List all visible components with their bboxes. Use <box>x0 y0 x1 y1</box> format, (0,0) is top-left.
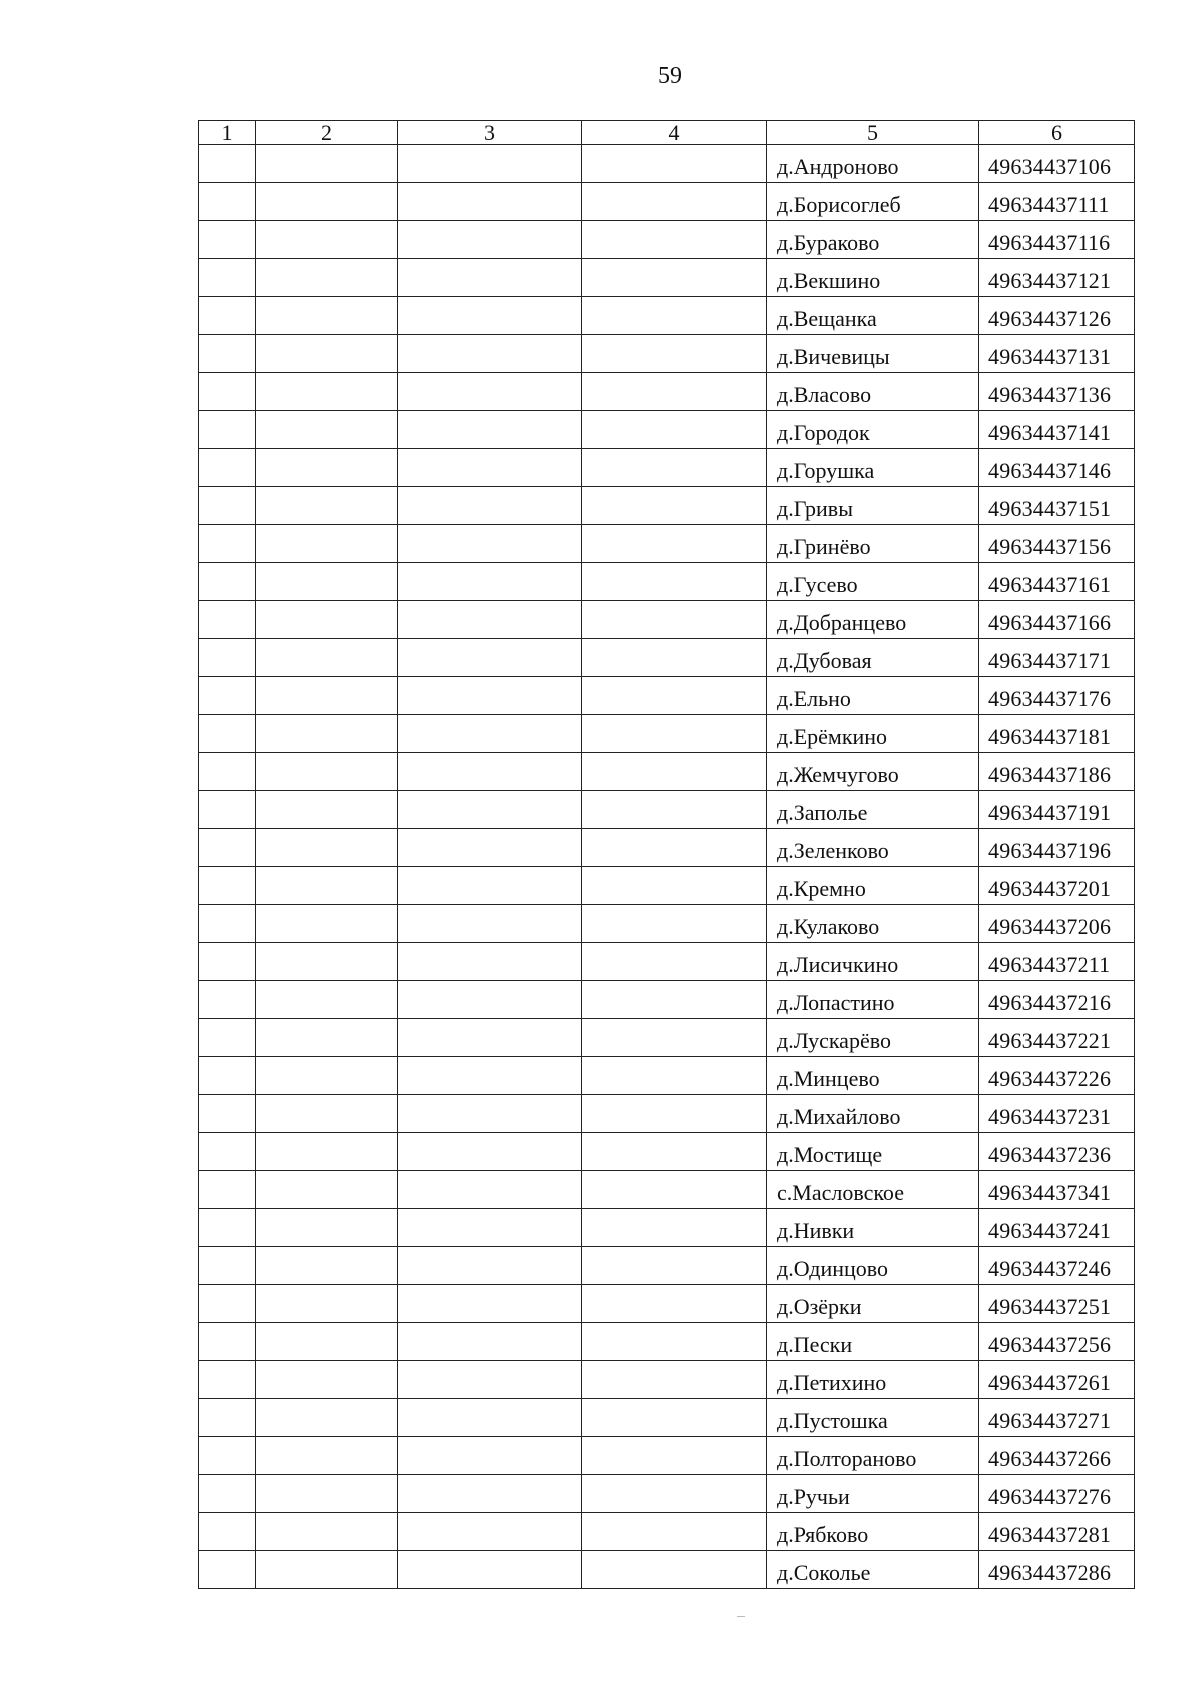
empty-cell-col3 <box>398 1057 582 1095</box>
empty-cell-col2 <box>256 259 398 297</box>
empty-cell-col3 <box>398 1171 582 1209</box>
table-row <box>199 1247 1135 1285</box>
empty-cell-col4 <box>582 335 767 373</box>
table-row <box>199 1513 1135 1551</box>
settlement-name-cell: д.Власово <box>767 373 979 411</box>
settlement-name-cell: д.Гусево <box>767 563 979 601</box>
empty-cell-col1 <box>199 981 256 1019</box>
empty-cell-col2 <box>256 1209 398 1247</box>
oktmo-code-cell: 49634437256 <box>979 1323 1135 1361</box>
oktmo-code-cell: 49634437271 <box>979 1399 1135 1437</box>
empty-cell-col4 <box>582 1171 767 1209</box>
table-header-row <box>199 121 1135 145</box>
empty-cell-col4 <box>582 487 767 525</box>
column-header-6: 6 <box>979 121 1135 145</box>
empty-cell-col2 <box>256 373 398 411</box>
table-row <box>199 1057 1135 1095</box>
empty-cell-col2 <box>256 1323 398 1361</box>
settlement-name-cell: д.Борисоглеб <box>767 183 979 221</box>
empty-cell-col2 <box>256 1057 398 1095</box>
table-row <box>199 1285 1135 1323</box>
table-row <box>199 829 1135 867</box>
empty-cell-col4 <box>582 1057 767 1095</box>
empty-cell-col1 <box>199 1247 256 1285</box>
empty-cell-col3 <box>398 981 582 1019</box>
oktmo-code-cell: 49634437141 <box>979 411 1135 449</box>
empty-cell-col3 <box>398 1323 582 1361</box>
oktmo-code-cell: 49634437191 <box>979 791 1135 829</box>
oktmo-code-cell: 49634437106 <box>979 145 1135 183</box>
empty-cell-col4 <box>582 905 767 943</box>
empty-cell-col1 <box>199 1399 256 1437</box>
settlement-name-cell: д.Сокольe <box>767 1551 979 1589</box>
empty-cell-col4 <box>582 1513 767 1551</box>
empty-cell-col3 <box>398 145 582 183</box>
empty-cell-col1 <box>199 905 256 943</box>
empty-cell-col3 <box>398 563 582 601</box>
table-row <box>199 259 1135 297</box>
empty-cell-col1 <box>199 1437 256 1475</box>
empty-cell-col4 <box>582 1095 767 1133</box>
empty-cell-col2 <box>256 525 398 563</box>
settlement-name-cell: д.Зеленково <box>767 829 979 867</box>
settlement-name-cell: д.Лускарёво <box>767 1019 979 1057</box>
empty-cell-col3 <box>398 411 582 449</box>
settlement-name-cell: д.Пески <box>767 1323 979 1361</box>
empty-cell-col2 <box>256 753 398 791</box>
empty-cell-col1 <box>199 1323 256 1361</box>
table-row <box>199 601 1135 639</box>
column-header-5: 5 <box>767 121 979 145</box>
empty-cell-col1 <box>199 1133 256 1171</box>
empty-cell-col3 <box>398 677 582 715</box>
empty-cell-col1 <box>199 1285 256 1323</box>
empty-cell-col4 <box>582 753 767 791</box>
empty-cell-col2 <box>256 867 398 905</box>
oktmo-code-cell: 49634437246 <box>979 1247 1135 1285</box>
empty-cell-col2 <box>256 1133 398 1171</box>
oktmo-code-cell: 49634437261 <box>979 1361 1135 1399</box>
empty-cell-col3 <box>398 905 582 943</box>
empty-cell-col3 <box>398 1019 582 1057</box>
empty-cell-col3 <box>398 1437 582 1475</box>
table-row <box>199 1399 1135 1437</box>
empty-cell-col2 <box>256 715 398 753</box>
empty-cell-col3 <box>398 601 582 639</box>
oktmo-code-cell: 49634437161 <box>979 563 1135 601</box>
settlement-name-cell: д.Бураково <box>767 221 979 259</box>
empty-cell-col1 <box>199 221 256 259</box>
empty-cell-col4 <box>582 867 767 905</box>
empty-cell-col4 <box>582 183 767 221</box>
table-row <box>199 487 1135 525</box>
oktmo-code-cell: 49634437251 <box>979 1285 1135 1323</box>
empty-cell-col4 <box>582 715 767 753</box>
oktmo-code-cell: 49634437221 <box>979 1019 1135 1057</box>
empty-cell-col3 <box>398 335 582 373</box>
empty-cell-col4 <box>582 1323 767 1361</box>
table-row <box>199 981 1135 1019</box>
table-row <box>199 1019 1135 1057</box>
empty-cell-col4 <box>582 525 767 563</box>
table-row <box>199 563 1135 601</box>
settlement-name-cell: д.Михайлово <box>767 1095 979 1133</box>
empty-cell-col4 <box>582 1475 767 1513</box>
empty-cell-col1 <box>199 411 256 449</box>
empty-cell-col2 <box>256 981 398 1019</box>
table-row <box>199 639 1135 677</box>
table-row <box>199 297 1135 335</box>
settlement-name-cell: д.Кулаково <box>767 905 979 943</box>
empty-cell-col1 <box>199 867 256 905</box>
empty-cell-col4 <box>582 1247 767 1285</box>
empty-cell-col4 <box>582 259 767 297</box>
empty-cell-col1 <box>199 943 256 981</box>
empty-cell-col4 <box>582 1209 767 1247</box>
table-row <box>199 411 1135 449</box>
empty-cell-col3 <box>398 791 582 829</box>
empty-cell-col1 <box>199 639 256 677</box>
empty-cell-col1 <box>199 1551 256 1589</box>
settlement-name-cell: д.Лисичкино <box>767 943 979 981</box>
empty-cell-col2 <box>256 1285 398 1323</box>
empty-cell-col2 <box>256 1437 398 1475</box>
empty-cell-col4 <box>582 221 767 259</box>
table-row <box>199 525 1135 563</box>
scan-mark <box>737 1616 745 1617</box>
page-number: 59 <box>658 63 682 89</box>
oktmo-code-cell: 49634437126 <box>979 297 1135 335</box>
empty-cell-col3 <box>398 1095 582 1133</box>
table-row <box>199 1209 1135 1247</box>
empty-cell-col2 <box>256 601 398 639</box>
empty-cell-col2 <box>256 677 398 715</box>
table-row <box>199 753 1135 791</box>
empty-cell-col2 <box>256 905 398 943</box>
empty-cell-col2 <box>256 829 398 867</box>
oktmo-code-cell: 49634437176 <box>979 677 1135 715</box>
empty-cell-col1 <box>199 1513 256 1551</box>
empty-cell-col3 <box>398 867 582 905</box>
settlement-name-cell: д.Андроново <box>767 145 979 183</box>
table-row <box>199 791 1135 829</box>
empty-cell-col3 <box>398 1285 582 1323</box>
empty-cell-col1 <box>199 829 256 867</box>
oktmo-code-cell: 49634437116 <box>979 221 1135 259</box>
oktmo-code-cell: 49634437276 <box>979 1475 1135 1513</box>
empty-cell-col4 <box>582 1361 767 1399</box>
empty-cell-col2 <box>256 791 398 829</box>
oktmo-code-cell: 49634437196 <box>979 829 1135 867</box>
settlement-name-cell: д.Минцево <box>767 1057 979 1095</box>
empty-cell-col4 <box>582 791 767 829</box>
settlement-name-cell: д.Горушка <box>767 449 979 487</box>
empty-cell-col4 <box>582 1133 767 1171</box>
oktmo-code-cell: 49634437216 <box>979 981 1135 1019</box>
settlement-name-cell: д.Дубовая <box>767 639 979 677</box>
empty-cell-col1 <box>199 563 256 601</box>
oktmo-code-cell: 49634437121 <box>979 259 1135 297</box>
empty-cell-col2 <box>256 335 398 373</box>
settlement-name-cell: д.Озёрки <box>767 1285 979 1323</box>
settlement-name-cell: д.Вичевицы <box>767 335 979 373</box>
empty-cell-col3 <box>398 1475 582 1513</box>
empty-cell-col2 <box>256 1399 398 1437</box>
oktmo-code-cell: 49634437236 <box>979 1133 1135 1171</box>
empty-cell-col4 <box>582 1285 767 1323</box>
empty-cell-col3 <box>398 1209 582 1247</box>
table-row <box>199 335 1135 373</box>
oktmo-code-cell: 49634437281 <box>979 1513 1135 1551</box>
empty-cell-col2 <box>256 221 398 259</box>
oktmo-code-cell: 49634437166 <box>979 601 1135 639</box>
settlement-name-cell: д.Заполье <box>767 791 979 829</box>
empty-cell-col2 <box>256 297 398 335</box>
settlement-name-cell: с.Масловское <box>767 1171 979 1209</box>
empty-cell-col1 <box>199 1475 256 1513</box>
empty-cell-col2 <box>256 411 398 449</box>
empty-cell-col4 <box>582 1437 767 1475</box>
empty-cell-col3 <box>398 753 582 791</box>
oktmo-code-cell: 49634437186 <box>979 753 1135 791</box>
table-row <box>199 1171 1135 1209</box>
table-row <box>199 1475 1135 1513</box>
settlement-name-cell: д.Жемчугово <box>767 753 979 791</box>
settlement-name-cell: д.Мостище <box>767 1133 979 1171</box>
empty-cell-col4 <box>582 297 767 335</box>
empty-cell-col2 <box>256 1095 398 1133</box>
empty-cell-col2 <box>256 1019 398 1057</box>
empty-cell-col1 <box>199 373 256 411</box>
oktmo-code-cell: 49634437111 <box>979 183 1135 221</box>
empty-cell-col4 <box>582 411 767 449</box>
table-row <box>199 1095 1135 1133</box>
empty-cell-col4 <box>582 677 767 715</box>
table-row <box>199 373 1135 411</box>
oktmo-code-cell: 49634437181 <box>979 715 1135 753</box>
empty-cell-col1 <box>199 601 256 639</box>
empty-cell-col1 <box>199 1361 256 1399</box>
empty-cell-col1 <box>199 525 256 563</box>
empty-cell-col2 <box>256 1475 398 1513</box>
empty-cell-col3 <box>398 1361 582 1399</box>
empty-cell-col1 <box>199 1095 256 1133</box>
settlement-name-cell: д.Добранцево <box>767 601 979 639</box>
settlement-name-cell: д.Ерёмкино <box>767 715 979 753</box>
oktmo-code-cell: 49634437286 <box>979 1551 1135 1589</box>
settlement-name-cell: д.Нивки <box>767 1209 979 1247</box>
empty-cell-col3 <box>398 639 582 677</box>
table-row <box>199 1323 1135 1361</box>
column-header-2: 2 <box>256 121 398 145</box>
empty-cell-col3 <box>398 449 582 487</box>
empty-cell-col3 <box>398 297 582 335</box>
empty-cell-col4 <box>582 563 767 601</box>
settlement-name-cell: д.Ельно <box>767 677 979 715</box>
empty-cell-col2 <box>256 145 398 183</box>
empty-cell-col1 <box>199 297 256 335</box>
empty-cell-col2 <box>256 1551 398 1589</box>
empty-cell-col4 <box>582 1019 767 1057</box>
oktmo-code-cell: 49634437151 <box>979 487 1135 525</box>
empty-cell-col1 <box>199 335 256 373</box>
oktmo-code-cell: 49634437156 <box>979 525 1135 563</box>
oktmo-code-cell: 49634437146 <box>979 449 1135 487</box>
empty-cell-col4 <box>582 981 767 1019</box>
empty-cell-col3 <box>398 1551 582 1589</box>
table-row <box>199 905 1135 943</box>
empty-cell-col3 <box>398 221 582 259</box>
empty-cell-col4 <box>582 943 767 981</box>
empty-cell-col2 <box>256 1361 398 1399</box>
empty-cell-col4 <box>582 449 767 487</box>
settlement-name-cell: д.Рябково <box>767 1513 979 1551</box>
empty-cell-col2 <box>256 943 398 981</box>
column-header-4: 4 <box>582 121 767 145</box>
table-row <box>199 867 1135 905</box>
oktmo-code-cell: 49634437211 <box>979 943 1135 981</box>
table-row <box>199 715 1135 753</box>
empty-cell-col3 <box>398 373 582 411</box>
empty-cell-col2 <box>256 1171 398 1209</box>
table-row <box>199 1133 1135 1171</box>
empty-cell-col1 <box>199 1019 256 1057</box>
settlement-name-cell: д.Вещанка <box>767 297 979 335</box>
table-row <box>199 183 1135 221</box>
empty-cell-col4 <box>582 829 767 867</box>
table-row <box>199 145 1135 183</box>
table-row <box>199 1437 1135 1475</box>
empty-cell-col1 <box>199 715 256 753</box>
empty-cell-col2 <box>256 1247 398 1285</box>
oktmo-code-cell: 49634437231 <box>979 1095 1135 1133</box>
empty-cell-col1 <box>199 1171 256 1209</box>
empty-cell-col3 <box>398 259 582 297</box>
oktmo-code-cell: 49634437266 <box>979 1437 1135 1475</box>
empty-cell-col3 <box>398 829 582 867</box>
oktmo-code-cell: 49634437201 <box>979 867 1135 905</box>
settlement-name-cell: д.Векшино <box>767 259 979 297</box>
table-row <box>199 1551 1135 1589</box>
oktmo-code-cell: 49634437241 <box>979 1209 1135 1247</box>
empty-cell-col1 <box>199 487 256 525</box>
table-row <box>199 1361 1135 1399</box>
empty-cell-col4 <box>582 639 767 677</box>
empty-cell-col4 <box>582 601 767 639</box>
oktmo-code-cell: 49634437206 <box>979 905 1135 943</box>
column-header-3: 3 <box>398 121 582 145</box>
empty-cell-col3 <box>398 183 582 221</box>
empty-cell-col2 <box>256 1513 398 1551</box>
settlement-name-cell: д.Полтораново <box>767 1437 979 1475</box>
settlement-name-cell: д.Кремно <box>767 867 979 905</box>
settlement-name-cell: д.Петихино <box>767 1361 979 1399</box>
oktmo-code-cell: 49634437341 <box>979 1171 1135 1209</box>
settlement-name-cell: д.Лопастино <box>767 981 979 1019</box>
table-row <box>199 943 1135 981</box>
empty-cell-col1 <box>199 753 256 791</box>
empty-cell-col1 <box>199 259 256 297</box>
table-row <box>199 449 1135 487</box>
empty-cell-col2 <box>256 487 398 525</box>
empty-cell-col1 <box>199 449 256 487</box>
empty-cell-col3 <box>398 525 582 563</box>
empty-cell-col4 <box>582 1551 767 1589</box>
settlement-name-cell: д.Ручьи <box>767 1475 979 1513</box>
empty-cell-col4 <box>582 1399 767 1437</box>
empty-cell-col3 <box>398 715 582 753</box>
empty-cell-col3 <box>398 1513 582 1551</box>
empty-cell-col1 <box>199 1209 256 1247</box>
empty-cell-col4 <box>582 373 767 411</box>
empty-cell-col3 <box>398 943 582 981</box>
oktmo-code-cell: 49634437136 <box>979 373 1135 411</box>
settlement-name-cell: д.Городок <box>767 411 979 449</box>
settlement-name-cell: д.Гринёво <box>767 525 979 563</box>
empty-cell-col2 <box>256 563 398 601</box>
settlement-name-cell: д.Пустошка <box>767 1399 979 1437</box>
empty-cell-col2 <box>256 183 398 221</box>
settlement-name-cell: д.Одинцово <box>767 1247 979 1285</box>
oktmo-code-cell: 49634437131 <box>979 335 1135 373</box>
empty-cell-col3 <box>398 487 582 525</box>
empty-cell-col4 <box>582 145 767 183</box>
empty-cell-col1 <box>199 145 256 183</box>
empty-cell-col3 <box>398 1247 582 1285</box>
table-row <box>199 677 1135 715</box>
settlements-table <box>198 120 1135 1589</box>
empty-cell-col3 <box>398 1133 582 1171</box>
settlement-name-cell: д.Гривы <box>767 487 979 525</box>
empty-cell-col2 <box>256 639 398 677</box>
empty-cell-col1 <box>199 183 256 221</box>
oktmo-code-cell: 49634437226 <box>979 1057 1135 1095</box>
empty-cell-col1 <box>199 791 256 829</box>
column-header-1: 1 <box>199 121 256 145</box>
oktmo-code-cell: 49634437171 <box>979 639 1135 677</box>
empty-cell-col3 <box>398 1399 582 1437</box>
empty-cell-col1 <box>199 677 256 715</box>
table-row <box>199 221 1135 259</box>
table-body <box>199 145 1135 1589</box>
empty-cell-col1 <box>199 1057 256 1095</box>
empty-cell-col2 <box>256 449 398 487</box>
